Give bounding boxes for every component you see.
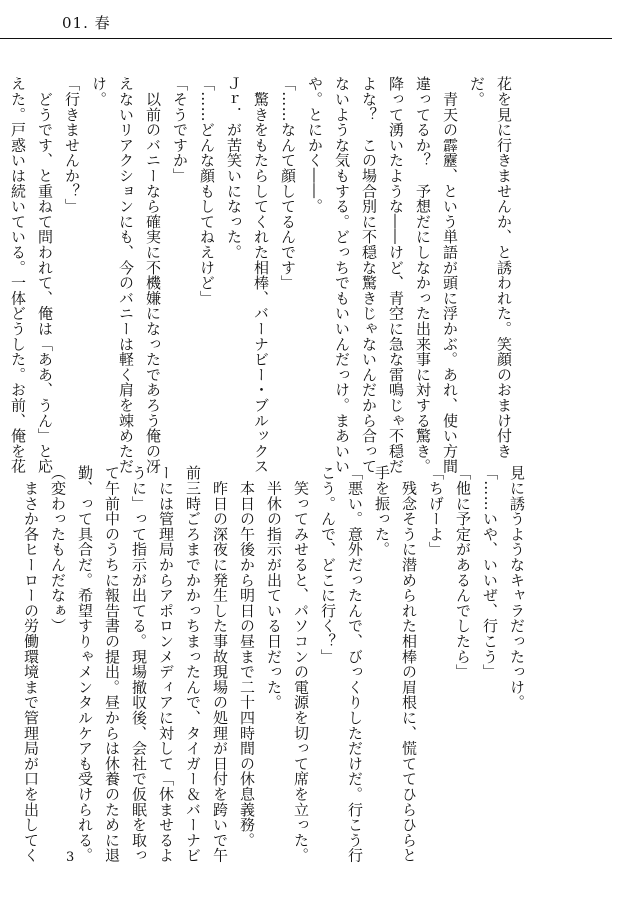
text-line: 手を振った。 (373, 465, 391, 557)
text-line: まさか各ヒーローの労働環境まで管理局が口を出してく (22, 465, 40, 863)
text-line: け。 (90, 76, 108, 107)
text-line: 勤、って具合だ。希望すりゃメンタルケアも受けられる。 (76, 465, 94, 863)
text-line: 「他に予定があるんでしたら」 (454, 465, 472, 680)
text-line: だ。 (468, 76, 486, 107)
text-line: 「ちげーよ」 (427, 465, 445, 557)
text-line: 「……いや、いいぜ、行こう」 (481, 465, 499, 680)
text-line: 見に誘うようなキャラだったっけ。 (508, 465, 526, 710)
text-line: 半休の指示が出ている日だった。 (265, 465, 283, 710)
text-line: Ｊｒ．が苦笑いになった。 (225, 76, 243, 260)
text-line: 「行きませんか？」 (63, 76, 81, 214)
text-line: えないリアクションにも、今のバニーは軽く肩を竦めただ (117, 76, 135, 474)
text-line: 以前のバニーなら確実に不機嫌になったであろう俺の冴 (144, 76, 162, 474)
text-line: 笑ってみせると、パソコンの電源を切って席を立った。 (292, 465, 310, 863)
page-number: 3 (66, 850, 75, 865)
text-line: や。とにかく――。 (306, 76, 324, 214)
text-line: 昨日の深夜に発生した事故現場の処理が日付を跨いで午 (211, 465, 229, 863)
text-line: て午前中のうちに報告書の提出。昼からは休養のために退 (103, 465, 121, 863)
text-line: 「……どんな顔もしてねえけど」 (198, 76, 216, 306)
page-header (0, 0, 635, 44)
text-line: 「……なんて顔してるんです」 (279, 76, 297, 291)
text-block-bottom (22, 465, 530, 863)
text-line: ーには管理局からアポロンメディアに対して「休ませるよ (157, 465, 175, 863)
chapter-title: 01. 春 (62, 14, 111, 32)
text-line: よな？ この場合別に不穏な驚きじゃないんだから合って (360, 76, 378, 474)
text-line: 残念そうに潜められた相棒の眉根に、慌ててひらひらと (400, 465, 418, 863)
text-line: 前三時ごろまでかかっちまったんで、タイガー＆バーナビ (184, 465, 202, 863)
text-line: えた。戸惑いは続いている。一体どうした。お前、俺を花 (9, 76, 27, 474)
text-line: 驚きをもたらしてくれた相棒、バーナビー・ブルックス (252, 76, 270, 474)
text-line: 本日の午後から明日の昼まで二十四時間の休息義務。 (238, 465, 256, 848)
text-line: 降って湧いたような――けど、青空に急な雷鳴じゃ不穏だ (387, 76, 405, 474)
text-line: 違ってるか？ 予想だにしなかった出来事に対する驚き。 (414, 76, 432, 474)
text-line: こう。んで、どこに行く？」 (319, 465, 337, 664)
text-line: 「悪い。意外だったんで、びっくりしただけだ。行こう行 (346, 465, 364, 863)
text-line: ないような気もする。どっちでもいいんだっけ。まあいい (333, 76, 351, 474)
text-line: 「そうですか」 (171, 76, 189, 184)
text-line: 花を見に行きませんか、と誘われた。笑顔のおまけ付き (495, 76, 513, 459)
text-line: 青天の霹靂、という単語が頭に浮かぶ。あれ、使い方間 (441, 76, 459, 474)
text-line: どうです、と重ねて問われて、俺は「ああ、うん」と応 (36, 76, 54, 474)
text-block-top (9, 76, 517, 474)
header-rule (0, 38, 612, 39)
text-line: （変わったもんだなぁ） (49, 465, 67, 634)
text-line: うに」って指示が出てる。現場撤収後、会社で仮眠を取っ (130, 465, 148, 863)
